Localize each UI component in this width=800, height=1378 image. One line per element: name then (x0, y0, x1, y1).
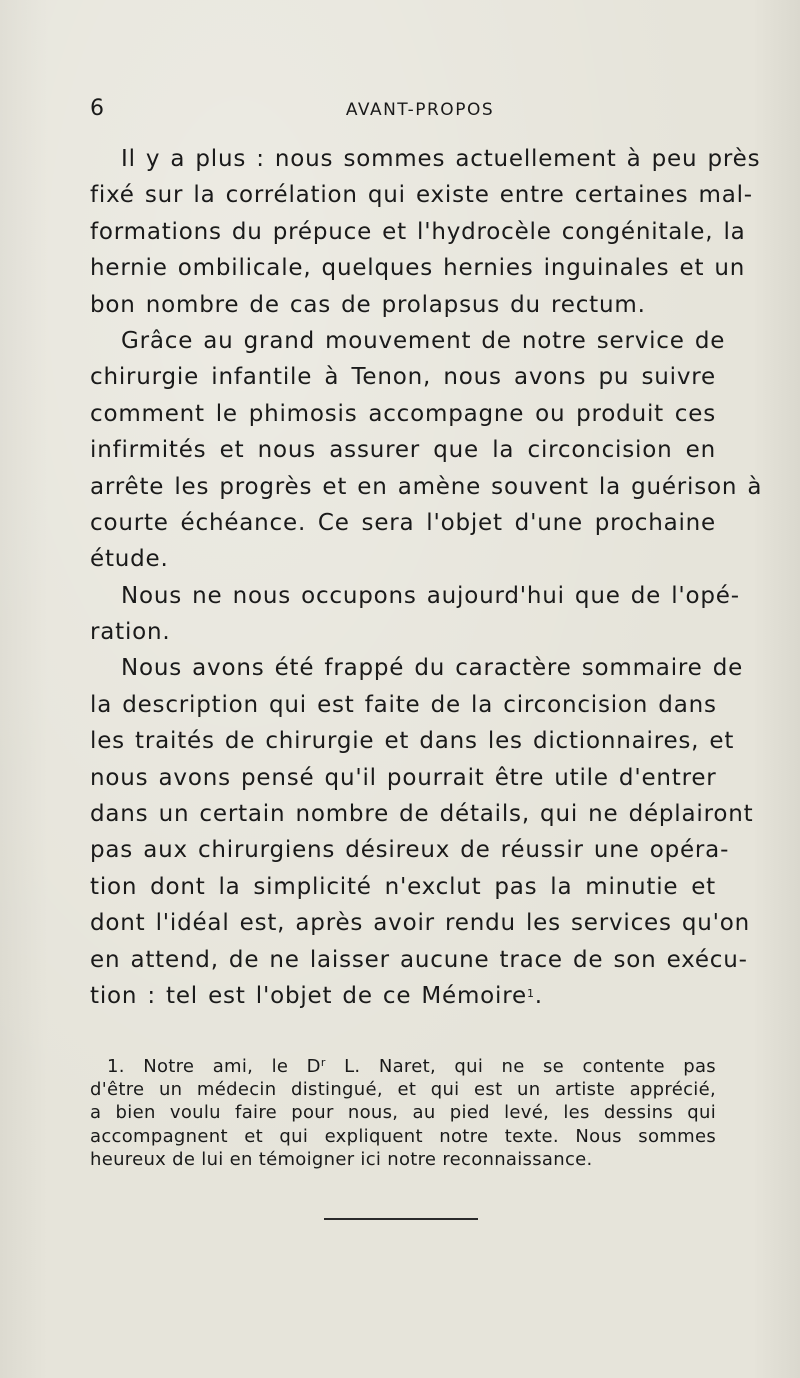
footnote-reference-period: . (534, 982, 543, 1009)
text-line: en attend, de ne laisser aucune trace de son exécu- (90, 946, 748, 973)
footnote-line: heureux de lui en témoigner ici notre reconnaissance. (90, 1148, 593, 1170)
text-line: hernie ombilicale, quelques hernies inguinales et un (90, 255, 746, 282)
text-line: nous avons pensé qu'il pourrait être utile d'entrer (90, 764, 717, 791)
text-line: courte échéance. Ce sera l'objet d'une prochaine (90, 509, 716, 536)
footnote-line: a bien voulu faire pour nous, au pied levé, les dessins qui (90, 1102, 716, 1124)
text-line: bon nombre de cas de prolapsus du rectum. (90, 291, 646, 318)
footnote-line (90, 1055, 716, 1078)
footnote-line: d'être un médecin distingué, et qui est un artiste apprécié, (90, 1079, 716, 1101)
footnote-text: L. Naret, qui ne se contente pas (325, 1056, 716, 1077)
text-line: formations du prépuce et l'hydrocèle congénitale, la (90, 218, 746, 245)
text-line-final (90, 978, 716, 1014)
text-line: chirurgie infantile à Tenon, nous avons pu suivre (90, 364, 716, 391)
body-text (90, 141, 763, 1014)
running-head: AVANT-PROPOS (345, 100, 495, 120)
footnote-line: accompagnent et qui expliquent notre texte. Nous sommes (90, 1125, 716, 1147)
text-line: Nous avons été frappé du caractère sommaire de (121, 655, 744, 682)
text-line: la description qui est faite de la circoncision dans (90, 691, 717, 718)
text-line: comment le phimosis accompagne ou produit ces (90, 400, 716, 427)
text-line: étude. (90, 546, 169, 573)
text-line: tion dont la simplicité n'exclut pas la minutie et (90, 873, 716, 900)
closing-rule (324, 1218, 478, 1220)
text-line: ration. (90, 619, 171, 646)
footnote-superscript: r (320, 1056, 326, 1069)
text-line: dont l'idéal est, après avoir rendu les services qu'on (90, 910, 751, 937)
footnote (90, 1055, 716, 1171)
text-line: les traités de chirurgie et dans les dictionnaires, et (90, 728, 735, 755)
footnote-text: Notre ami, le D (143, 1056, 321, 1077)
text-line: infirmités et nous assurer que la circoncision en (90, 437, 716, 464)
footnote-marker: 1. (107, 1056, 125, 1077)
text-line: pas aux chirurgiens désireux de réussir une opéra- (90, 837, 730, 864)
footnote-reference: 1 (526, 986, 535, 1000)
text-line-content: tion : tel est l'objet de ce Mémoire (90, 982, 527, 1009)
text-line: arrête les progrès et en amène souvent la guérison à (90, 473, 763, 500)
text-line: fixé sur la corrélation qui existe entre certaines mal- (90, 182, 753, 209)
page-number: 6 (90, 96, 105, 121)
text-line: Il y a plus : nous sommes actuellement à peu près (121, 146, 761, 172)
page-header (90, 96, 720, 126)
text-line: Nous ne nous occupons aujourd'hui que de l'opé- (121, 582, 740, 609)
text-line: Grâce au grand mouvement de notre service de (121, 327, 726, 354)
text-line: dans un certain nombre de détails, qui ne déplairont (90, 801, 754, 828)
